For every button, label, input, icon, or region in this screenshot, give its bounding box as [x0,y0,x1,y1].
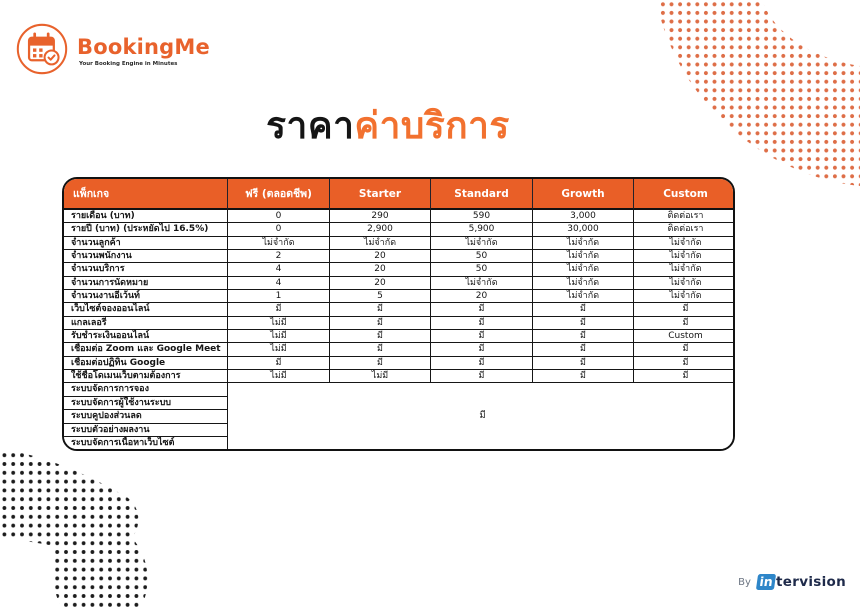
value-cell: ไม่จำกัด [532,262,633,275]
value-cell: มี [633,369,735,382]
value-cell: ไม่มี [227,369,329,382]
table-row [64,249,735,262]
value-cell: มี [633,342,735,355]
value-cell: 290 [329,210,430,222]
value-cell: ไม่จำกัด [532,289,633,302]
table-row [64,262,735,275]
page-title [266,96,510,155]
value-cell: 30,000 [532,222,633,235]
value-cell: มี [329,342,430,355]
value-cell: ไม่จำกัด [633,276,735,289]
value-cell: 590 [430,210,532,222]
value-cell: ไม่จำกัด [532,236,633,249]
row-label-cell: เชื่อมต่อปฏิทิน Google [64,356,227,369]
table-row [64,316,735,329]
value-cell: ไม่จำกัด [633,249,735,262]
dots-pattern-bottom-left [0,442,160,610]
table-row [64,222,735,235]
value-cell: มี [633,356,735,369]
value-cell: มี [430,329,532,342]
value-cell: มี [532,302,633,315]
value-cell: มี [532,342,633,355]
table-row [64,289,735,302]
row-label-cell: จำนวนงานอีเว้นท์ [64,289,227,302]
value-cell: มี [329,302,430,315]
value-cell: 0 [227,222,329,235]
value-cell: มี [532,329,633,342]
row-label-cell: ระบบจัดการการจอง [64,382,227,395]
value-cell: ไม่มี [227,316,329,329]
value-cell: ไม่จำกัด [329,236,430,249]
table-row [64,210,735,222]
value-cell: 2 [227,249,329,262]
row-label-cell: ใช้ชื่อโดเมนเว็บตามต้องการ [64,369,227,382]
value-cell: มี [532,369,633,382]
value-cell: 50 [430,262,532,275]
value-cell: 5 [329,289,430,302]
header-starter: Starter [329,179,430,210]
value-cell: มี [430,356,532,369]
value-cell: 50 [430,249,532,262]
row-label-cell: จำนวนบริการ [64,262,227,275]
value-cell: 4 [227,276,329,289]
row-label-cell: ระบบจัดการผู้ใช้งานระบบ [64,396,227,409]
value-cell: มี [329,316,430,329]
header-custom: Custom [633,179,735,210]
table-row [64,329,735,342]
value-cell: มี [633,302,735,315]
table-row [64,302,735,315]
merged-value-cell: มี [227,382,735,449]
value-cell: ไม่มี [227,329,329,342]
value-cell: ไม่มี [329,369,430,382]
value-cell: 1 [227,289,329,302]
value-cell: ไม่จำกัด [532,276,633,289]
table-row [64,369,735,382]
table-row [64,276,735,289]
value-cell: 4 [227,262,329,275]
dots-pattern-top-right [650,0,860,195]
value-cell: 3,000 [532,210,633,222]
value-cell: 20 [329,262,430,275]
brand-tagline: Your Booking Engine in Minutes [79,61,178,67]
value-cell: ติดต่อเรา [633,210,735,222]
table-row [64,356,735,369]
value-cell: 0 [227,210,329,222]
value-cell: ไม่จำกัด [633,236,735,249]
value-cell: ติดต่อเรา [633,222,735,235]
value-cell: มี [430,302,532,315]
row-label-cell: จำนวนการนัดหมาย [64,276,227,289]
row-label-cell: เว็บไซต์จองออนไลน์ [64,302,227,315]
row-label-cell: จำนวนลูกค้า [64,236,227,249]
value-cell: ไม่จำกัด [430,236,532,249]
value-cell: 20 [430,289,532,302]
value-cell: 5,900 [430,222,532,235]
brand-logo [15,22,210,76]
table-row [64,382,735,395]
table-header-row [64,179,735,210]
value-cell: 2,900 [329,222,430,235]
row-label-cell: รายปี (บาท) (ประหยัดไป 16.5%) [64,222,227,235]
brand-name: BookingMe [77,35,210,59]
row-label-cell: แกลเลอรี่ [64,316,227,329]
value-cell: ไม่จำกัด [227,236,329,249]
value-cell: มี [430,342,532,355]
value-cell: มี [227,302,329,315]
page-title-orange: ค่าบริการ [354,104,510,147]
value-cell: ไม่จำกัด [633,289,735,302]
value-cell: มี [227,356,329,369]
row-label-cell: ระบบคูปองส่วนลด [64,409,227,422]
header-package: แพ็กเกจ [64,179,227,210]
pricing-table-body [64,210,735,449]
value-cell: มี [633,316,735,329]
value-cell: 20 [329,249,430,262]
row-label-cell: ระบบตัวอย่างผลงาน [64,423,227,436]
value-cell: มี [329,356,430,369]
value-cell: 20 [329,276,430,289]
intervision-logo [757,574,846,590]
intervision-logo-in-mark: in [756,574,776,590]
by-label: By [738,576,751,588]
header-growth: Growth [532,179,633,210]
value-cell: มี [430,316,532,329]
row-label-cell: รายเดือน (บาท) [64,210,227,222]
calendar-check-icon [15,22,69,76]
value-cell: Custom [633,329,735,342]
footer [738,574,846,590]
value-cell: มี [329,329,430,342]
row-label-cell: เชื่อมต่อ Zoom และ Google Meet [64,342,227,355]
table-row [64,342,735,355]
page-title-black: ราคา [266,104,355,147]
value-cell: ไม่จำกัด [633,262,735,275]
value-cell: มี [430,369,532,382]
pricing-table [62,177,735,451]
row-label-cell: รับชำระเงินออนไลน์ [64,329,227,342]
value-cell: มี [532,316,633,329]
value-cell: ไม่มี [227,342,329,355]
value-cell: ไม่จำกัด [532,249,633,262]
row-label-cell: จำนวนพนักงาน [64,249,227,262]
header-free: ฟรี (ตลอดชีพ) [227,179,329,210]
table-row [64,236,735,249]
value-cell: ไม่จำกัด [430,276,532,289]
intervision-logo-text: tervision [776,574,846,590]
value-cell: มี [532,356,633,369]
header-standard: Standard [430,179,532,210]
row-label-cell: ระบบจัดการเนื้อหาเว็บไซต์ [64,436,227,449]
